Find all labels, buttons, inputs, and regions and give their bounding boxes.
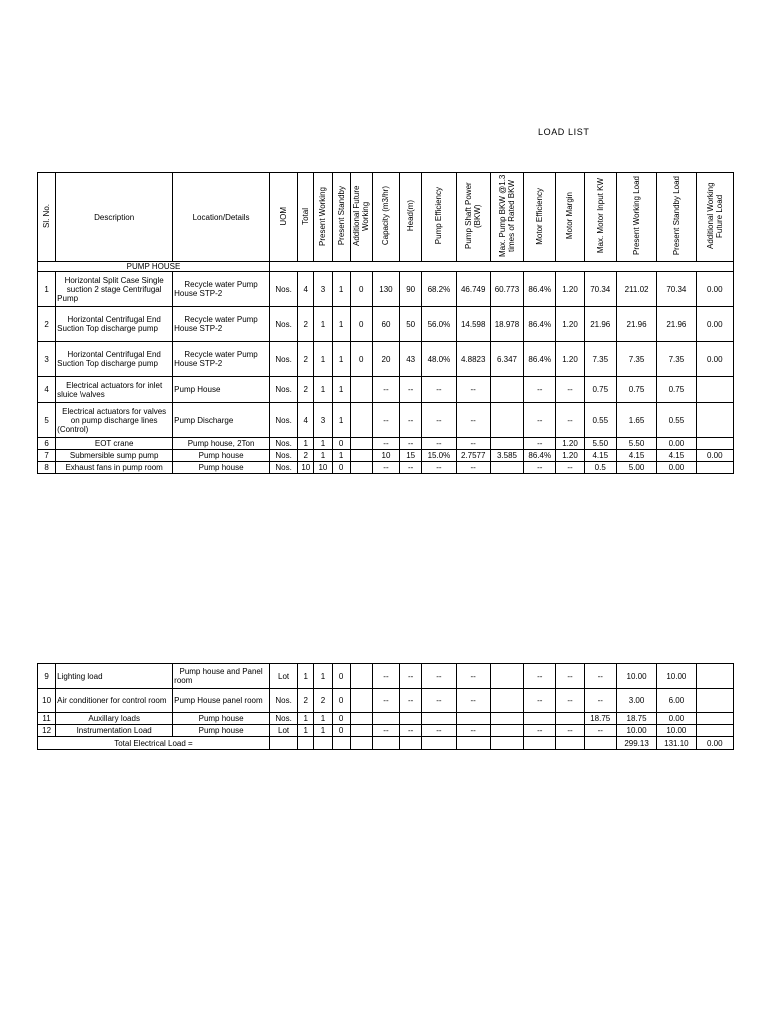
cell-motor-margin: 1.20 (556, 342, 584, 377)
cell-max-bkw: 60.773 (490, 272, 523, 307)
cell-present-working: 1 (314, 377, 332, 403)
cell-motor-efficiency: 86.4% (524, 272, 556, 307)
cell-present-standby: 0 (332, 462, 350, 474)
cell-present-working: 1 (314, 664, 332, 689)
cell-present-working: 1 (314, 307, 332, 342)
cell-head: -- (400, 438, 422, 450)
cell-max-bkw (490, 377, 523, 403)
cell-present-working-load: 5.00 (616, 462, 656, 474)
cell-max-motor-input: 0.5 (584, 462, 616, 474)
cell-max-bkw (490, 713, 523, 725)
header-present-working-load: Present Working Load (616, 173, 656, 262)
cell-shaft-power: -- (456, 689, 490, 713)
cell-max-motor-input: 21.96 (584, 307, 616, 342)
cell-present-standby-load: 6.00 (657, 689, 696, 713)
table-row (38, 713, 734, 725)
cell-capacity: 130 (372, 272, 399, 307)
cell-description: Lighting load (56, 664, 173, 689)
table-row (38, 307, 734, 342)
cell-present-working: 1 (314, 438, 332, 450)
cell-pump-efficiency: 48.0% (422, 342, 456, 377)
cell-motor-efficiency: -- (524, 462, 556, 474)
cell-location: Recycle water Pump House STP-2 (173, 272, 270, 307)
cell-max-bkw (490, 462, 523, 474)
cell-uom: Nos. (269, 462, 297, 474)
cell-head: -- (400, 377, 422, 403)
cell-description: Horizontal Centrifugal End Suction Top discharge pump (56, 307, 173, 342)
cell-present-working-load: 0.75 (616, 377, 656, 403)
cell-present-standby-load: 10.00 (657, 664, 696, 689)
cell-present-standby-load: 0.75 (657, 377, 696, 403)
cell-additional-future-load: 0.00 (696, 307, 733, 342)
cell-motor-efficiency: 86.4% (524, 450, 556, 462)
cell-location: Pump Discharge (173, 403, 270, 438)
load-list-table (37, 172, 734, 474)
cell-additional-future (350, 462, 372, 474)
page-title: LOAD LIST (538, 127, 590, 137)
cell-sl: 7 (38, 450, 56, 462)
cell-total: 4 (298, 272, 314, 307)
cell-present-working: 2 (314, 689, 332, 713)
header-additional-future-load: Additional Working Future Load (696, 173, 733, 262)
cell-additional-future-load: 0.00 (696, 342, 733, 377)
cell-present-standby-load: 7.35 (657, 342, 696, 377)
header-uom: UOM (269, 173, 297, 262)
cell-sl: 8 (38, 462, 56, 474)
cell-present-standby-load: 21.96 (657, 307, 696, 342)
cell-motor-margin: 1.20 (556, 307, 584, 342)
cell-max-bkw (490, 664, 523, 689)
cell-present-working: 3 (314, 403, 332, 438)
cell-present-standby: 0 (332, 713, 350, 725)
cell-additional-future-load: 0.00 (696, 272, 733, 307)
cell-additional-future-load (696, 377, 733, 403)
cell-pump-efficiency: 56.0% (422, 307, 456, 342)
cell-shaft-power: -- (456, 725, 490, 737)
cell-present-standby: 0 (332, 438, 350, 450)
cell-total: 2 (298, 342, 314, 377)
cell-sl: 2 (38, 307, 56, 342)
cell-pump-efficiency (422, 713, 456, 725)
total-label: Total Electrical Load = (38, 737, 270, 750)
cell-location: Pump House panel room (173, 689, 270, 713)
cell-present-standby: 1 (332, 377, 350, 403)
cell-present-standby-load: 0.00 (657, 713, 696, 725)
section-row (38, 262, 734, 272)
cell-max-bkw (490, 403, 523, 438)
cell-total: 1 (298, 664, 314, 689)
cell-present-standby: 1 (332, 307, 350, 342)
cell-capacity (372, 713, 399, 725)
header-pump-efficiency: Pump Efficiency (422, 173, 456, 262)
table-row (38, 438, 734, 450)
cell-total: 4 (298, 403, 314, 438)
cell-description: Horizontal Centrifugal End Suction Top discharge pump (56, 342, 173, 377)
table-row (38, 450, 734, 462)
cell-max-motor-input: 18.75 (584, 713, 616, 725)
cell-motor-margin: 1.20 (556, 450, 584, 462)
cell-capacity: -- (372, 438, 399, 450)
cell-shaft-power: 4.8823 (456, 342, 490, 377)
cell-pump-efficiency: -- (422, 462, 456, 474)
cell-uom: Nos. (269, 403, 297, 438)
cell-present-working: 1 (314, 342, 332, 377)
cell-location: Pump house (173, 450, 270, 462)
cell-motor-efficiency: -- (524, 689, 556, 713)
table-row (38, 377, 734, 403)
cell-shaft-power: -- (456, 664, 490, 689)
table-row (38, 664, 734, 689)
cell-present-standby: 0 (332, 664, 350, 689)
cell-shaft-power: -- (456, 438, 490, 450)
header-present-standby-load: Present Standby Load (657, 173, 696, 262)
cell-present-standby-load: 0.00 (657, 438, 696, 450)
cell-max-bkw: 3.585 (490, 450, 523, 462)
cell-additional-future (350, 664, 372, 689)
header-additional-future: Additional Future Working (350, 173, 372, 262)
cell-capacity: 10 (372, 450, 399, 462)
cell-shaft-power: 46.749 (456, 272, 490, 307)
cell-present-working-load: 3.00 (616, 689, 656, 713)
header-shaft-power: Pump Shaft Power (BKW) (456, 173, 490, 262)
cell-motor-margin (556, 713, 584, 725)
cell-present-working: 1 (314, 450, 332, 462)
cell-additional-future-load (696, 713, 733, 725)
cell-description: Submersible sump pump (56, 450, 173, 462)
cell-head: -- (400, 403, 422, 438)
cell-motor-margin: 1.20 (556, 438, 584, 450)
cell-motor-efficiency: -- (524, 403, 556, 438)
cell-motor-efficiency: 86.4% (524, 307, 556, 342)
cell-head: 43 (400, 342, 422, 377)
cell-max-bkw: 18.978 (490, 307, 523, 342)
cell-description: Exhaust fans in pump room (56, 462, 173, 474)
cell-head: 15 (400, 450, 422, 462)
cell-capacity: 20 (372, 342, 399, 377)
header-max-bkw: Max. Pump BKW @1.3 times of Rated BKW (490, 173, 523, 262)
cell-location: Pump house and Panel room (173, 664, 270, 689)
cell-max-motor-input: 0.55 (584, 403, 616, 438)
cell-pump-efficiency: -- (422, 689, 456, 713)
total-row (38, 737, 734, 750)
cell-uom: Nos. (269, 272, 297, 307)
cell-location: Pump house (173, 713, 270, 725)
cell-additional-future (350, 450, 372, 462)
cell-additional-future-load (696, 438, 733, 450)
header-head: Head(m) (400, 173, 422, 262)
cell-motor-margin: -- (556, 664, 584, 689)
cell-pump-efficiency: 15.0% (422, 450, 456, 462)
cell-additional-future: 0 (350, 342, 372, 377)
cell-head: -- (400, 689, 422, 713)
cell-additional-future-load (696, 725, 733, 737)
cell-location: Pump house (173, 462, 270, 474)
total-present-working-load: 299.13 (616, 737, 656, 750)
header-sl: Sl. No. (38, 173, 56, 262)
cell-present-working-load: 1.65 (616, 403, 656, 438)
cell-sl: 4 (38, 377, 56, 403)
cell-additional-future: 0 (350, 307, 372, 342)
cell-present-standby-load: 4.15 (657, 450, 696, 462)
cell-capacity: -- (372, 725, 399, 737)
cell-capacity: -- (372, 689, 399, 713)
cell-motor-margin: -- (556, 725, 584, 737)
cell-total: 1 (298, 438, 314, 450)
cell-additional-future-load (696, 462, 733, 474)
cell-max-motor-input: -- (584, 664, 616, 689)
cell-head: -- (400, 725, 422, 737)
cell-sl: 10 (38, 689, 56, 713)
cell-total: 1 (298, 713, 314, 725)
cell-sl: 6 (38, 438, 56, 450)
header-motor-margin: Motor Margin (556, 173, 584, 262)
section-title: PUMP HOUSE (38, 262, 270, 272)
cell-additional-future-load (696, 403, 733, 438)
cell-uom: Nos. (269, 713, 297, 725)
cell-uom: Nos. (269, 450, 297, 462)
cell-present-standby: 0 (332, 725, 350, 737)
cell-description: Horizontal Split Case Single suction 2 stage Centrifugal Pump (56, 272, 173, 307)
cell-present-working: 1 (314, 713, 332, 725)
cell-total: 2 (298, 450, 314, 462)
cell-head: 50 (400, 307, 422, 342)
cell-uom: Lot (269, 664, 297, 689)
header-capacity: Capacity (m3/hr) (372, 173, 399, 262)
cell-pump-efficiency: -- (422, 725, 456, 737)
cell-location: Recycle water Pump House STP-2 (173, 307, 270, 342)
cell-sl: 11 (38, 713, 56, 725)
header-present-working: Present Working (314, 173, 332, 262)
cell-present-working-load: 10.00 (616, 725, 656, 737)
cell-capacity: 60 (372, 307, 399, 342)
header-location: Location/Details (173, 173, 270, 262)
cell-total: 1 (298, 725, 314, 737)
cell-present-standby-load: 0.55 (657, 403, 696, 438)
cell-present-working: 3 (314, 272, 332, 307)
cell-max-motor-input: 0.75 (584, 377, 616, 403)
table-row (38, 272, 734, 307)
cell-shaft-power: -- (456, 403, 490, 438)
cell-description: Auxillary loads (56, 713, 173, 725)
table-row (38, 725, 734, 737)
cell-present-standby-load: 0.00 (657, 462, 696, 474)
header-motor-efficiency: Motor Efficiency (524, 173, 556, 262)
cell-description: Instrumentation Load (56, 725, 173, 737)
header-row (38, 173, 734, 262)
cell-additional-future (350, 377, 372, 403)
cell-uom: Nos. (269, 342, 297, 377)
cell-total: 2 (298, 377, 314, 403)
cell-uom: Nos. (269, 689, 297, 713)
cell-motor-margin: -- (556, 403, 584, 438)
cell-additional-future (350, 689, 372, 713)
cell-motor-margin: 1.20 (556, 272, 584, 307)
cell-capacity: -- (372, 377, 399, 403)
cell-max-motor-input: -- (584, 689, 616, 713)
cell-motor-efficiency (524, 713, 556, 725)
cell-description: Electrical actuators for valves on pump discharge lines (Control) (56, 403, 173, 438)
cell-additional-future (350, 713, 372, 725)
total-present-standby-load: 131.10 (657, 737, 696, 750)
cell-pump-efficiency: -- (422, 377, 456, 403)
cell-motor-efficiency: -- (524, 664, 556, 689)
load-list-table-continued (37, 663, 734, 750)
cell-capacity: -- (372, 462, 399, 474)
cell-present-standby: 1 (332, 450, 350, 462)
cell-max-motor-input: -- (584, 725, 616, 737)
cell-shaft-power: -- (456, 377, 490, 403)
cell-motor-margin: -- (556, 377, 584, 403)
cell-present-working-load: 10.00 (616, 664, 656, 689)
cell-max-motor-input: 4.15 (584, 450, 616, 462)
cell-additional-future-load (696, 689, 733, 713)
cell-total: 2 (298, 307, 314, 342)
cell-total: 10 (298, 462, 314, 474)
header-max-motor-input: Max. Motor Input KW (584, 173, 616, 262)
cell-location: Pump House (173, 377, 270, 403)
cell-head: -- (400, 664, 422, 689)
table-row (38, 403, 734, 438)
cell-present-standby: 1 (332, 403, 350, 438)
cell-uom: Nos. (269, 307, 297, 342)
cell-max-bkw (490, 689, 523, 713)
cell-location: Pump house (173, 725, 270, 737)
cell-capacity: -- (372, 664, 399, 689)
cell-pump-efficiency: 68.2% (422, 272, 456, 307)
cell-present-working-load: 211.02 (616, 272, 656, 307)
header-present-standby: Present Standby (332, 173, 350, 262)
cell-present-working: 1 (314, 725, 332, 737)
cell-present-working-load: 4.15 (616, 450, 656, 462)
table-row (38, 342, 734, 377)
cell-additional-future: 0 (350, 272, 372, 307)
cell-pump-efficiency: -- (422, 664, 456, 689)
cell-uom: Nos. (269, 438, 297, 450)
header-description: Description (56, 173, 173, 262)
total-additional-future-load: 0.00 (696, 737, 733, 750)
cell-present-working: 10 (314, 462, 332, 474)
cell-description: EOT crane (56, 438, 173, 450)
cell-head: -- (400, 462, 422, 474)
cell-sl: 5 (38, 403, 56, 438)
cell-max-bkw: 6.347 (490, 342, 523, 377)
cell-present-working-load: 21.96 (616, 307, 656, 342)
header-total: Total (298, 173, 314, 262)
cell-additional-future-load (696, 664, 733, 689)
cell-additional-future-load: 0.00 (696, 450, 733, 462)
cell-pump-efficiency: -- (422, 403, 456, 438)
cell-description: Air conditioner for control room (56, 689, 173, 713)
table-row (38, 689, 734, 713)
cell-additional-future (350, 403, 372, 438)
cell-shaft-power: -- (456, 462, 490, 474)
cell-max-motor-input: 70.34 (584, 272, 616, 307)
cell-motor-efficiency: -- (524, 377, 556, 403)
cell-sl: 12 (38, 725, 56, 737)
cell-motor-margin: -- (556, 689, 584, 713)
cell-additional-future (350, 725, 372, 737)
cell-motor-margin: -- (556, 462, 584, 474)
cell-present-standby: 0 (332, 689, 350, 713)
cell-description: Electrical actuators for inlet sluice \valves (56, 377, 173, 403)
cell-present-working-load: 7.35 (616, 342, 656, 377)
cell-max-motor-input: 5.50 (584, 438, 616, 450)
cell-shaft-power: 2.7577 (456, 450, 490, 462)
cell-motor-efficiency: 86.4% (524, 342, 556, 377)
cell-present-standby: 1 (332, 272, 350, 307)
cell-present-working-load: 5.50 (616, 438, 656, 450)
cell-sl: 1 (38, 272, 56, 307)
table-row (38, 462, 734, 474)
cell-sl: 9 (38, 664, 56, 689)
cell-uom: Nos. (269, 377, 297, 403)
cell-max-bkw (490, 725, 523, 737)
cell-present-standby: 1 (332, 342, 350, 377)
cell-sl: 3 (38, 342, 56, 377)
cell-head (400, 713, 422, 725)
cell-capacity: -- (372, 403, 399, 438)
cell-uom: Lot (269, 725, 297, 737)
cell-location: Recycle water Pump House STP-2 (173, 342, 270, 377)
cell-motor-efficiency: -- (524, 438, 556, 450)
cell-total: 2 (298, 689, 314, 713)
cell-shaft-power: 14.598 (456, 307, 490, 342)
cell-present-standby-load: 70.34 (657, 272, 696, 307)
cell-location: Pump house, 2Ton (173, 438, 270, 450)
cell-max-bkw (490, 438, 523, 450)
cell-additional-future (350, 438, 372, 450)
cell-motor-efficiency: -- (524, 725, 556, 737)
cell-head: 90 (400, 272, 422, 307)
cell-pump-efficiency: -- (422, 438, 456, 450)
cell-present-working-load: 18.75 (616, 713, 656, 725)
cell-present-standby-load: 10.00 (657, 725, 696, 737)
cell-shaft-power (456, 713, 490, 725)
cell-max-motor-input: 7.35 (584, 342, 616, 377)
